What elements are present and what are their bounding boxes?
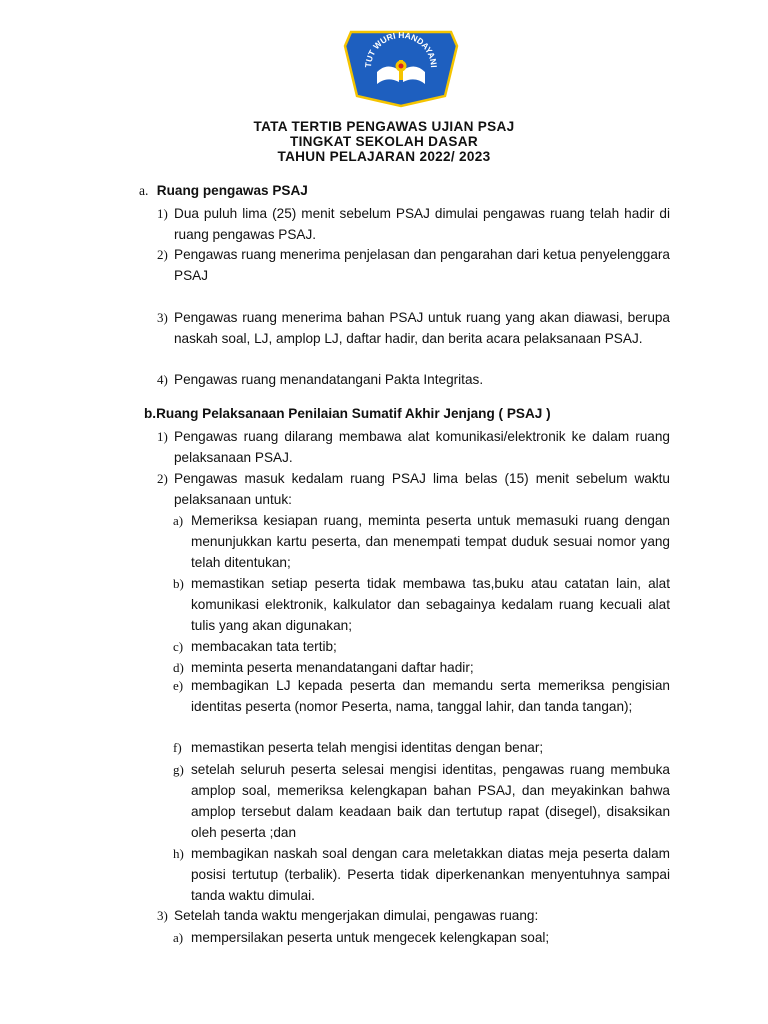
item-marker: 3) <box>157 908 168 923</box>
list-item <box>157 905 670 926</box>
list-item <box>157 203 670 245</box>
item-text: mempersilakan peserta untuk mengecek kelengkapan soal; <box>191 930 550 945</box>
item-text: setelah seluruh peserta selesai mengisi identitas, pengawas ruang membuka amplop soal, memeriksa kelengkapan bahan PSAJ, dan meyakinkan bahwa amplop tersebut dalam keadaan baik dan tertutup rapat (disegel), disaksikan oleh peserta ;dan <box>191 762 670 840</box>
list-item <box>157 426 670 468</box>
list-item <box>157 244 670 286</box>
item-marker: a) <box>173 513 184 528</box>
item-text: Pengawas ruang menerima penjelasan dan pengarahan dari ketua penyelenggara PSAJ <box>174 247 670 283</box>
item-text: Memeriksa kesiapan ruang, meminta peserta untuk memasuki ruang dengan menunjukkan kartu peserta, dan menempati tempat duduk sesuai nomor yang telah ditentukan; <box>191 513 670 570</box>
item-marker: f) <box>173 740 182 755</box>
item-marker: e) <box>173 678 184 693</box>
item-text: membagikan LJ kepada peserta dan memandu serta memeriksa pengisian identitas peserta (nomor Peserta, nama, tanggal lahir, dan tanda tangan); <box>191 678 670 714</box>
item-marker: 2) <box>157 471 168 486</box>
sub-list-item <box>173 927 670 948</box>
item-text: memastikan peserta telah mengisi identitas dengan benar; <box>191 740 544 755</box>
item-text: Dua puluh lima (25) menit sebelum PSAJ dimulai pengawas ruang telah hadir di ruang pengawas PSAJ. <box>174 206 670 242</box>
item-text: Pengawas ruang menandatangani Pakta Integritas. <box>174 372 484 387</box>
section-a-heading <box>139 182 308 200</box>
section-b-heading: b.Ruang Pelaksanaan Penilaian Sumatif Akhir Jenjang ( PSAJ ) <box>144 406 551 421</box>
item-text: meminta peserta menandatangani daftar hadir; <box>191 660 474 675</box>
item-marker: 1) <box>157 206 168 221</box>
title-line-2: TINGKAT SEKOLAH DASAR <box>289 134 479 149</box>
item-text: Setelah tanda waktu mengerjakan dimulai, pengawas ruang: <box>174 908 539 923</box>
title-line-1: TATA TERTIB PENGAWAS UJIAN PSAJ <box>253 119 515 134</box>
tut-wuri-handayani-logo <box>341 26 461 108</box>
list-item <box>157 468 670 510</box>
sub-list-item <box>173 510 670 573</box>
item-text: membagikan naskah soal dengan cara meletakkan diatas meja peserta dalam posisi tertutup (terbalik). Peserta tidak diperkenankan menyentuhnya sampai tanda waktu dimulai. <box>191 846 670 903</box>
list-item <box>157 369 670 390</box>
item-marker: b) <box>173 576 184 591</box>
sub-list-item <box>173 636 670 657</box>
title-line-3: TAHUN PELAJARAN 2022/ 2023 <box>277 149 491 164</box>
item-marker: h) <box>173 846 184 861</box>
logo-motto: TUT WURI HANDAYANI <box>362 29 440 68</box>
item-marker: 1) <box>157 429 168 444</box>
item-marker: 3) <box>157 310 168 325</box>
item-text: Pengawas masuk kedalam ruang PSAJ lima belas (15) menit sebelum waktu pelaksanaan untuk: <box>174 471 670 507</box>
item-marker: 4) <box>157 372 168 387</box>
item-marker: a) <box>173 930 184 945</box>
document-title <box>0 119 768 164</box>
sub-list-item <box>173 843 670 906</box>
sub-list-item <box>173 737 670 758</box>
item-text: memastikan setiap peserta tidak membawa tas,buku atau catatan lain, alat komunikasi elektronik, kalkulator dan sebagainya kedalam ruang kecuali alat tulis yang akan digunakan; <box>191 576 670 633</box>
sub-list-item <box>173 573 670 636</box>
item-marker: c) <box>173 639 184 654</box>
item-marker: 2) <box>157 247 168 262</box>
item-marker: d) <box>173 660 184 675</box>
list-item <box>157 307 670 349</box>
section-a-title: Ruang pengawas PSAJ <box>156 183 308 198</box>
section-a-marker: a. <box>139 183 149 198</box>
item-text: Pengawas ruang menerima bahan PSAJ untuk ruang yang akan diawasi, berupa naskah soal, LJ, amplop LJ, daftar hadir, dan berita acara pelaksanaan PSAJ. <box>174 310 670 346</box>
item-text: membacakan tata tertib; <box>191 639 337 654</box>
sub-list-item <box>173 759 670 843</box>
sub-list-item <box>173 675 670 717</box>
item-text: Pengawas ruang dilarang membawa alat komunikasi/elektronik ke dalam ruang pelaksanaan PSAJ. <box>174 429 670 465</box>
item-marker: g) <box>173 762 184 777</box>
